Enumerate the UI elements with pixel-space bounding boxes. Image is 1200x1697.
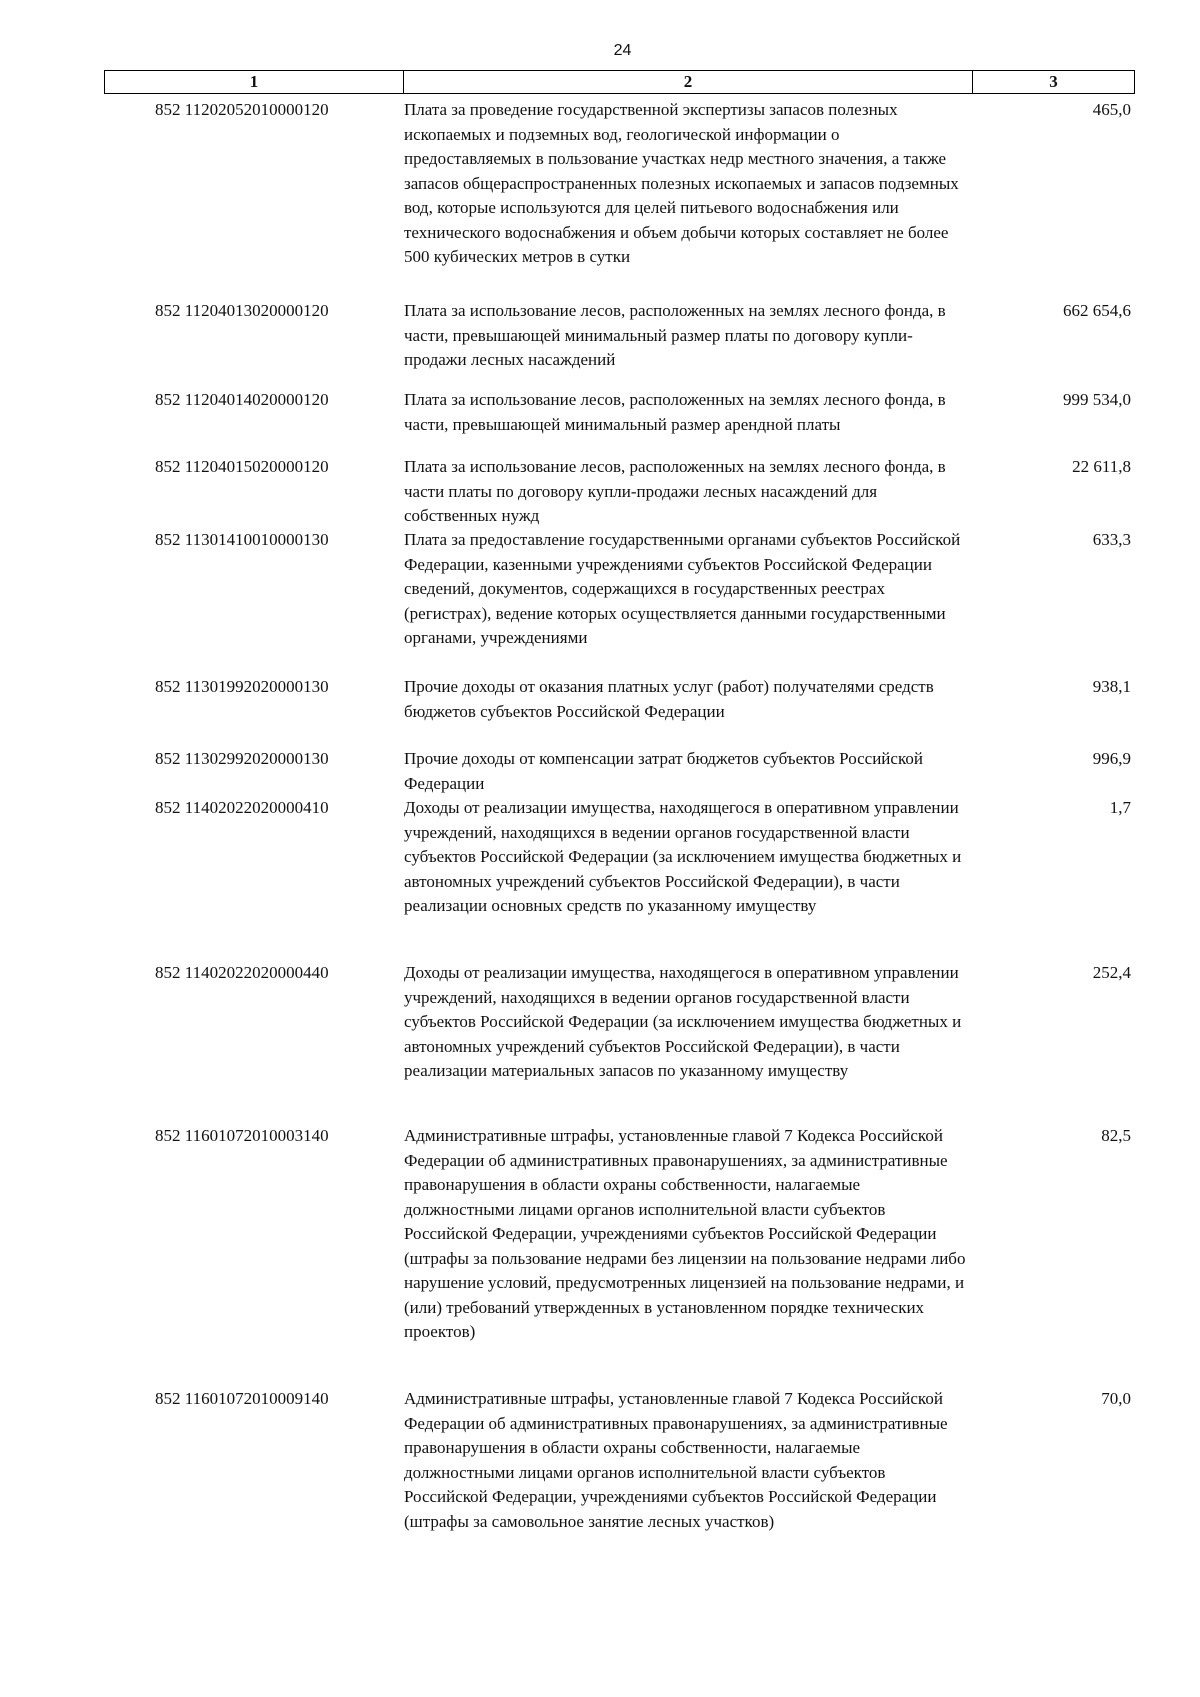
row-description: Плата за проведение государственной экспертизы запасов полезных ископаемых и подземных вод, геологической информации о предоставляемых в пользование участках недр местного значения, а также запасов общераспространенных полезных ископаемых и запасов подземных вод, которые используются для целей питьевого водоснабжения или технического водоснабжения и объем добычи которых составляет не более 500 кубических метров в сутки — [404, 100, 959, 266]
row-description: Административные штрафы, установленные главой 7 Кодекса Российской Федерации об административных правонарушениях, за административные правонарушения в области охраны собственности, налагаемые должностными лицами органов исполнительной власти субъектов Российской Федерации, учреждениями субъектов Российской Федерации (штрафы за самовольное занятие лесных участков) — [404, 1389, 948, 1531]
table-row — [104, 747, 1135, 796]
row-amount: 662 654,6 — [1063, 301, 1131, 320]
row-code: 852 11301410010000130 — [155, 530, 329, 549]
table-body — [104, 98, 1135, 1562]
row-description: Плата за использование лесов, расположенных на землях лесного фонда, в части, превышающей минимальный размер платы по договору купли-продажи лесных насаждений — [404, 301, 946, 369]
row-code: 852 11402022020000410 — [155, 798, 329, 817]
header-col-1: 1 — [105, 71, 404, 93]
row-description: Прочие доходы от компенсации затрат бюджетов субъектов Российской Федерации — [404, 749, 923, 793]
row-amount: 938,1 — [1092, 677, 1131, 696]
table-row — [104, 98, 1135, 299]
row-code: 852 11402022020000440 — [155, 963, 329, 982]
row-description: Доходы от реализации имущества, находящегося в оперативном управлении учреждений, находящихся в ведении органов государственной власти субъектов Российской Федерации (за исключением имущества бюджетных и автономных учреждений субъектов Российской Федерации), в части реализации материальных запасов по указанному имуществу — [404, 963, 962, 1080]
row-amount: 1,7 — [1109, 798, 1131, 817]
row-code: 852 11204015020000120 — [155, 457, 329, 476]
row-code: 852 11301992020000130 — [155, 677, 329, 696]
row-code: 852 11601072010009140 — [155, 1389, 329, 1408]
row-code: 852 11601072010003140 — [155, 1126, 329, 1145]
row-description: Прочие доходы от оказания платных услуг (работ) получателями средств бюджетов субъектов Российской Федерации — [404, 677, 934, 721]
row-description: Плата за использование лесов, расположенных на землях лесного фонда, в части платы по договору купли-продажи лесных насаждений для собственных нужд — [404, 457, 946, 525]
row-description: Плата за использование лесов, расположенных на землях лесного фонда, в части, превышающей минимальный размер арендной платы — [404, 390, 946, 434]
header-col-3: 3 — [1049, 72, 1058, 91]
table-row — [104, 796, 1135, 961]
table-row — [104, 388, 1135, 455]
table-row — [104, 455, 1135, 528]
table-row — [104, 299, 1135, 388]
row-code: 852 11204014020000120 — [155, 390, 329, 409]
row-amount: 70,0 — [1101, 1389, 1131, 1408]
row-amount: 996,9 — [1092, 749, 1131, 768]
row-description: Административные штрафы, установленные главой 7 Кодекса Российской Федерации об административных правонарушениях, за административные правонарушения в области охраны собственности, налагаемые должностными лицами органов исполнительной власти субъектов Российской Федерации, учреждениями субъектов Российской Федерации (штрафы за пользование недрами без лицензии на пользование недрами либо нарушение условий, предусмотренных лицензией на пользование недрами, и (или) требований утвержденных в установленном порядке технических проектов) — [404, 1126, 966, 1341]
row-description: Плата за предоставление государственными органами субъектов Российской Федерации, казенными учреждениями субъектов Российской Федерации сведений, документов, содержащихся в государственных реестрах (регистрах), ведение которых осуществляется данными государственными органами, учреждениями — [404, 530, 961, 647]
table-row — [104, 1124, 1135, 1387]
row-code: 852 11202052010000120 — [155, 100, 329, 119]
row-code: 852 11204013020000120 — [155, 301, 329, 320]
row-amount: 999 534,0 — [1063, 390, 1131, 409]
row-amount: 465,0 — [1092, 100, 1131, 119]
table-row — [104, 675, 1135, 747]
table-row — [104, 1387, 1135, 1562]
page-number: 24 — [613, 42, 632, 59]
table-row — [104, 961, 1135, 1124]
row-code: 852 11302992020000130 — [155, 749, 329, 768]
row-amount: 22 611,8 — [1072, 457, 1131, 476]
row-description: Доходы от реализации имущества, находящегося в оперативном управлении учреждений, находящихся в ведении органов государственной власти субъектов Российской Федерации (за исключением имущества бюджетных и автономных учреждений субъектов Российской Федерации), в части реализации основных средств по указанному имуществу — [404, 798, 962, 915]
header-col-2: 2 — [404, 71, 973, 93]
row-amount: 82,5 — [1101, 1126, 1131, 1145]
row-amount: 252,4 — [1092, 963, 1131, 982]
table-header — [104, 70, 1135, 94]
table-row — [104, 528, 1135, 675]
row-amount: 633,3 — [1092, 530, 1131, 549]
